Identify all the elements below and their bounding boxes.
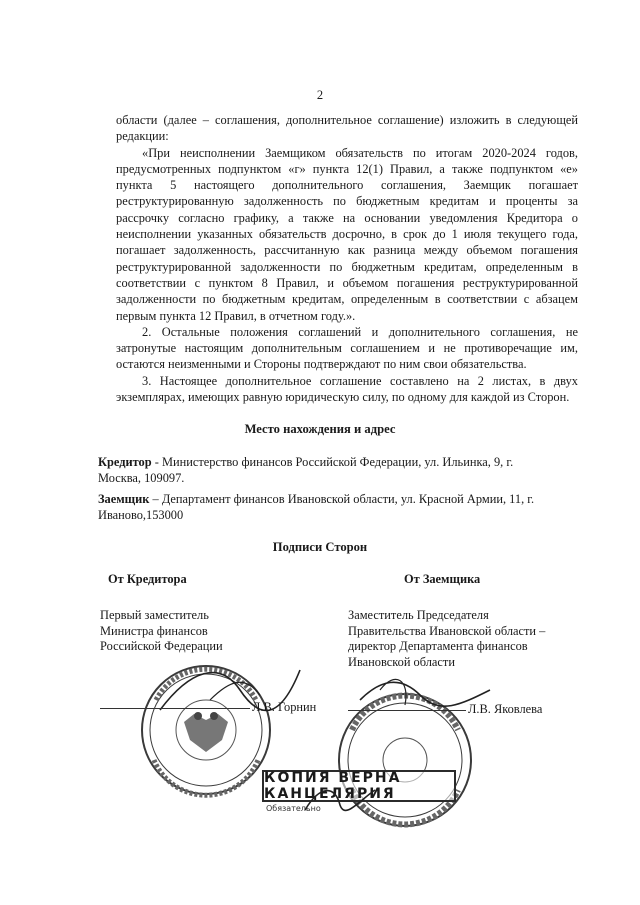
right-signature-line — [348, 710, 466, 711]
right-title-line: Правительства Ивановской области – — [348, 623, 546, 638]
left-signature-line — [100, 708, 250, 709]
paragraph-item-2: 2. Остальные положения соглашений и дополнительного соглашения, не затронутые настоящим дополнительным соглашением и не противоречащие им, остаются неизменными и Стороны подтверждают по ним свои обязательства. — [116, 324, 578, 372]
paragraph-continuation: области (далее – соглашения, дополнительное соглашение) изложить в следующей редакции: — [116, 113, 578, 144]
creditor-label: Кредитор — [98, 455, 152, 469]
left-signatory-name: Л.В. Горнин — [252, 700, 317, 714]
paragraph-quoted-clause: «При неисполнении Заемщиком обязательств по итогам 2020-2024 годов, предусмотренных подпунктом «г» пункта 12(1) Правил, а также подпунктом «е» пункта 5 настоящего дополнительного соглашения, Заемщик погашает реструктурированную задолженность по бюджетным кредитам и проценты за рассрочку согласно графику, а также на основании уведомления Кредитора о неисполнении указанных обязательств досрочно, в срок до 1 июля текущего года, погашает задолженность, рассчитанную как разница между объемом погашения реструктурированной задолженности по бюджетным кредитам, определенным в соответствии с пунктом 8 Правил, и объемом погашения реструктурированной задолженности по бюджетным кредитам, определенным в соответствии с абзацем первым пункта 12 Правил, в отчетном году.». — [116, 145, 578, 323]
right-signatory-name: Л.В. Яковлева — [468, 702, 543, 716]
signatures-heading: Подписи Сторон — [272, 540, 368, 554]
right-title-line: Ивановской области — [348, 654, 455, 669]
creditor-address — [98, 454, 558, 486]
borrower-label: Заемщик — [98, 492, 150, 506]
right-title-line: Заместитель Председателя — [348, 608, 489, 622]
left-party-heading: От Кредитора — [108, 572, 187, 586]
stamp-signature — [300, 780, 380, 820]
borrower-address — [98, 491, 558, 523]
creditor-signature — [150, 650, 310, 730]
left-signatory-title — [100, 608, 223, 655]
left-title-line: Российской Федерации — [100, 639, 223, 654]
page-number: 2 — [316, 88, 324, 102]
right-title-line: директор Департамента финансов — [348, 639, 528, 654]
party-addresses — [98, 454, 558, 528]
copy-stamp: КОПИЯ ВЕРНА КАНЦЕЛЯРИЯ — [262, 770, 456, 802]
borrower-text: – Департамент финансов Ивановской области, ул. Красной Армии, 11, г. Иваново,153000 — [98, 492, 535, 522]
right-party-heading: От Заемщика — [404, 572, 481, 586]
borrower-signature — [350, 660, 500, 730]
paragraph-item-3: 3. Настоящее дополнительное соглашение составлено на 2 листах, в двух экземплярах, имеющих равную юридическую силу, по одному для каждой из Сторон. — [116, 373, 578, 405]
stamp-subtext: Обязательно — [266, 804, 321, 813]
agreement-body — [116, 112, 578, 405]
left-title-line: Министра финансов — [100, 623, 208, 638]
address-heading: Место нахождения и адрес — [244, 422, 396, 436]
left-title-line: Первый заместитель — [100, 608, 209, 622]
creditor-text: - Министерство финансов Российской Федерации, ул. Ильинка, 9, г. Москва, 109097. — [98, 455, 514, 485]
